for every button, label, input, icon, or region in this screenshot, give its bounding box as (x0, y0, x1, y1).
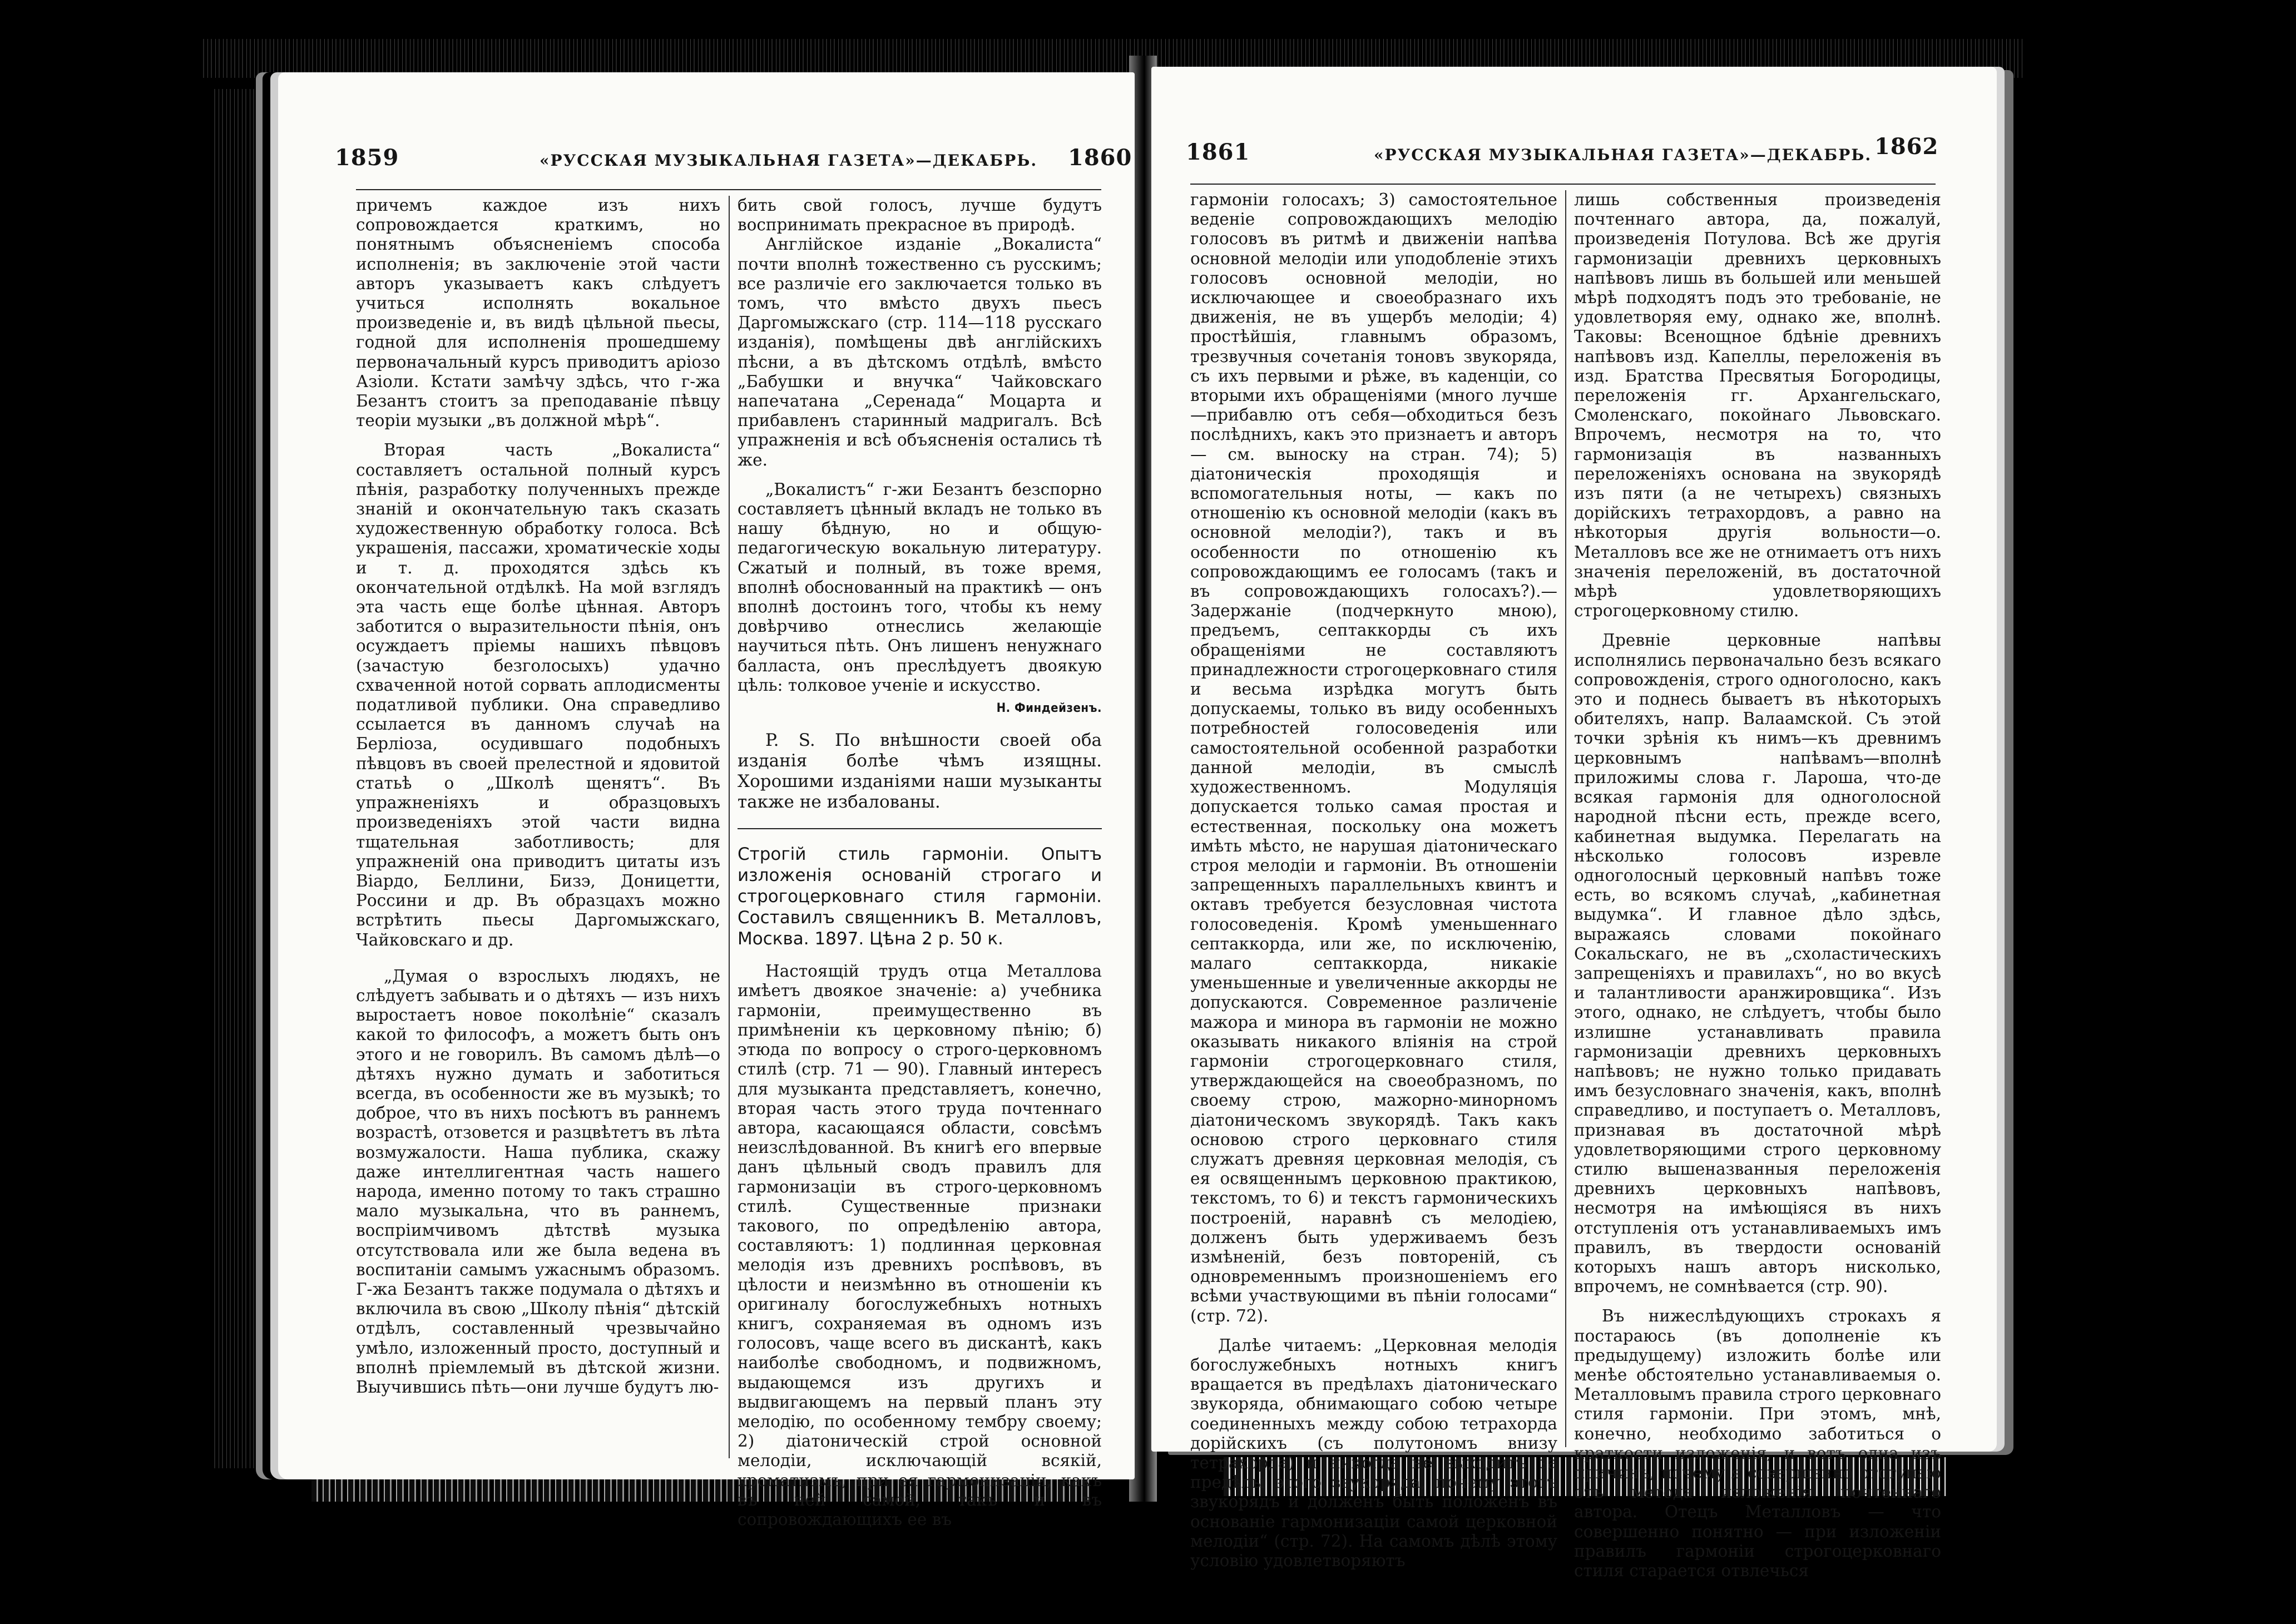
left-page (278, 72, 1135, 1529)
author-signature: Н. Финдейзенъ. (996, 701, 1102, 716)
left-head-rule (356, 189, 1101, 190)
paragraph: Англійское изданіе „Вокалиста“ почти вполнѣ тожественно съ русскимъ; все различіе его заключается только въ томъ, что вмѣсто двухъ пьесъ Даргомыжскаго (стр. 114—118 русскаго изданія), помѣщены двѣ англійскихъ пѣсни, а въ дѣтскомъ отдѣлѣ, вмѣсто „Бабушки и внучка“ Чайковскаго напечатана „Серенада“ Моцарта и прибавленъ старинный мадригалъ. Всѣ упражненія и всѣ объясненія остались тѣ же. (738, 235, 1102, 469)
paragraph: Въ нижеслѣдующихъ строкахъ я постараюсь (въ дополненіе къ предыдущему) изложить болѣе или менѣе обстоятельно устанавливаемыя о. Металловымъ правила строго церковнаго стиля гармоніи. При этомъ, мнѣ, конечно, необходимо заботиться о краткости изложенія, и вотъ одна изъ причинъ, почему я совершенно отступаю отъ метода изложенія почтеннаго автора. Отецъ Металловъ — что совершенно понятно — при изложеніи правилъ гармоніи строгоцерковнаго стиля старается отвлечься (1574, 1306, 1941, 1581)
right-col-2 (1574, 190, 1941, 1581)
paragraph: „Вокалистъ“ г-жи Безантъ безспорно составляетъ цѣнный вкладъ не только въ нашу бѣдную, но и общую-педагогическую вокальную литературу. Сжатый и полный, въ тоже время, вполнѣ обоснованный на практикѣ — онъ вполнѣ достоинъ того, чтобы къ нему довѣрчиво отнеслись желающіе научиться пѣть. Онъ лишенъ ненужнаго балласта, онъ преслѣдуетъ двоякую цѣль: толковое ученіе и искусство. (738, 479, 1102, 695)
paragraph: лишь собственныя произведенія почтеннаго автора, да, пожалуй, произведенія Потулова. Всѣ же другія гармонизаціи древнихъ церковныхъ напѣвовъ лишь въ большей или меньшей мѣрѣ подходятъ подъ это требованіе, не удовлетворяя ему, однако же, вполнѣ. Таковы: Всенощное бдѣніе древнихъ напѣвовъ изд. Капеллы, переложенія въ изд. Братства Пресвятыя Богородицы, переложенія гг. Архангельскаго, Смоленскаго, покойнаго Львовскаго. Впрочемъ, несмотря на то, что гармонизація въ названныхъ переложеніяхъ основана на звукорядѣ изъ пяти (а не четырехъ) связныхъ дорійскихъ тетрахордовъ, а равно на нѣкоторыя другія вольности—о. Металловъ все же не отнимаетъ отъ нихъ значенія переложеній, въ достаточной мѣрѣ удовлетворяющихъ строгоцерковному стилю. (1574, 190, 1941, 621)
page-number-1862: 1862 (1874, 133, 1939, 160)
paragraph: причемъ каждое изъ нихъ сопровождается краткимъ, но понятнымъ объясненіемъ способа исполненія; въ заключеніе этой части авторъ указываетъ какъ слѣдуетъ учиться исполнять вокальное произведеніе и, въ видѣ цѣльной пьесы, годной для исполненія прошедшему первоначальный курсъ приводитъ аріозо Азіоли. Кстати замѣчу здѣсь, что г-жа Безантъ стоитъ за преподаваніе пѣвцу теоріи музыки „въ должной мѣрѣ“. (356, 196, 720, 430)
right-head-rule (1190, 184, 1936, 185)
right-running-head (1151, 133, 1997, 184)
section-rule (738, 828, 1102, 829)
right-page (1151, 67, 1997, 1581)
paragraph: Древніе церковные напѣвы исполнялись первоначально безъ всякаго сопровожденія, строго одноголосно, какъ это и поднесь бываетъ въ нѣкоторыхъ обителяхъ, напр. Валаамской. Съ этой точки зрѣнія къ нимъ—къ древнимъ церковнымъ напѣвамъ—вполнѣ приложимы слова г. Лароша, что-де всякая гармонія для одноголосной народной пѣсни есть, прежде всего, кабинетная выдумка. Перелагать на нѣсколько голосовъ изревле одноголосный церковный напѣвъ тоже есть, во всякомъ случаѣ, „кабинетная выдумка“. И главное дѣло здѣсь, выражаясь словами покойнаго Сокальскаго, не въ „схоластическихъ запрещеніяхъ и правилахъ“, но во вкусѣ и талантливости аранжировщика“. Изъ этого, однако, не слѣдуетъ, чтобы было излишне устанавливать правила гармонизаціи древнихъ церковныхъ напѣвовъ; не нужно только придавать имъ безусловнаго значенія, какъ, вполнѣ справедливо, и поступаетъ о. Металловъ, признавая въ достаточной мѣрѣ удовлетворяющими строго церковному стилю вышеназванныя переложенія древнихъ церковныхъ напѣвовъ, несмотря на имѣющіяся въ нихъ отступленія отъ устанавливаемыхъ имъ правилъ, въ твердости основаній которыхъ нашъ авторъ нисколько, впрочемъ, не сомнѣвается (стр. 90). (1574, 631, 1941, 1296)
scan-noise-left (211, 89, 273, 1468)
running-title: «РУССКАЯ МУЗЫКАЛЬНАЯ ГАЗЕТА»—ДЕКАБРЬ. (540, 151, 1038, 170)
page-number-1861: 1861 (1186, 139, 1250, 165)
paragraph: Далѣе читаемъ: „Церковная мелодія богослужебныхъ нотныхъ книгъ вращается въ предѣлахъ діатоническаго звукоряда, обнимающаго собою четыре соединенныхъ между собою тетрахорда дорійскихъ (съ полутономъ внизу тетрахорда) и никогда не выходитъ за предѣлы этого звукоряда, почему этотъ звукорядъ и долженъ быть положенъ въ основаніе гармонизаціи самой церковной мелодіи“ (стр. 72). На самомъ дѣлѣ этому условію удовлетворяютъ (1190, 1335, 1557, 1571)
left-running-head (278, 145, 1135, 189)
paragraph: „Думая о взрослыхъ людяхъ, не слѣдуетъ забывать и о дѣтяхъ — изъ нихъ выростаетъ новое поколѣніе“ сказалъ какой то философъ, а можетъ быть онъ этого и не говорилъ. Въ самомъ дѣлѣ—о дѣтяхъ нужно думать и заботиться всегда, въ особенности же въ музыкѣ; то доброе, что въ нихъ посѣютъ въ раннемъ возрастѣ, отзовется и разцвѣтетъ въ лѣта возмужалости. Наша публика, скажу даже интеллигентная часть нашего народа, именно потому то такъ страшно мало музыкальна, что въ раннемъ, воспріимчивомъ дѣтствѣ музыка отсутствовала или же была ведена въ воспитаніи самымъ ужаснымъ образомъ. Г-жа Безантъ также подумала о дѣтяхъ и включила въ свою „Школу пѣнія“ дѣтскій отдѣлъ, составленный чрезвычайно умѣло, изложенный просто, доступный и вполнѣ пріемлемый въ дѣтской жизни. Выучившись пѣть—они лучше будутъ лю- (356, 966, 720, 1397)
column-divider (729, 196, 730, 1458)
postscript: P. S. По внѣшности своей оба изданія болѣе чѣмъ изящны. Хорошими изданіями наши музыканты также не избалованы. (738, 730, 1102, 813)
book-title: Строгій стиль гармоніи. Опытъ изложенія основаній строгаго и строгоцерковнаго стиля гармоніи. Составилъ священникъ В. Металловъ, Москва. 1897. Цѣна 2 р. 50 к. (738, 844, 1102, 949)
paragraph: бить свой голосъ, лучше будутъ воспринимать прекрасное въ природѣ. (738, 196, 1102, 235)
paragraph: гармоніи голосахъ; 3) самостоятельное веденіе сопровождающихъ мелодію голосовъ въ ритмѣ и движеніи напѣва основной мелодіи или уподобленіе этихъ голосовъ основной мелодіи, но исключающее и своеобразнаго ихъ движенія, не въ ущербъ мелодіи; 4) простѣйшія, главнымъ образомъ, трезвучныя сочетанія тоновъ звукоряда, съ ихъ первыми и рѣже, въ каденціи, со вторыми ихъ обращеніями (много лучше—прибавлю отъ себя—обходиться безъ послѣднихъ, какъ это признаетъ и авторъ — см. выноску на стран. 74); 5) діатоническія проходящія и вспомогательныя ноты, — какъ по отношенію къ основной мелодіи (какъ въ основной мелодіи?), такъ и въ особенности по отношенію къ сопровождающимъ ее голосамъ (такъ и въ сопровождающихъ голосахъ?).—Задержаніе (подчеркнуто мною), предъемъ, септаккорды съ ихъ обращеніями не составляютъ принадлежности строгоцерковнаго стиля и весьма изрѣдка могутъ быть допускаемы, только въ виду особенныхъ потребностей голосоведенія или самостоятельной особенной разработки данной мелодіи, въ смыслѣ художественномъ. Модуляція допускается только самая простая и естественная, поскольку она можетъ имѣть мѣсто, не нарушая діатоническаго строя мелодіи и гармоніи. Въ отношеніи запрещенныхъ параллельныхъ квинтъ и октавъ требуется безусловная чистота голосоведенія. Кромѣ уменьшеннаго септаккорда, или же, по исключенію, малаго септаккорда, никакіе уменьшенные и увеличенные аккорды не допускаются. Современное различеніе мажора и минора въ гармоніи не можно оказывать никакого вліянія на строй гармоніи строгоцерковнаго стиля, утверждающейся на своеобразномъ, по своему строю, мажорно-минорномъ діатоническомъ звукорядѣ. Такъ какъ основою строго церковнаго стиля служатъ древняя церковная мелодія, съ ея освященнымъ церковною практикою, текстомъ, то 6) и текстъ гармоническихъ построеній, наравнѣ съ мелодіею, долженъ быть удерживаемъ безъ измѣненій, безъ повтореній, съ одновременнымъ произношеніемъ его всѣми участвующими въ пѣніи голосами“ (стр. 72). (1190, 190, 1557, 1325)
page-number-1860: 1860 (1068, 145, 1132, 171)
column-divider (1565, 190, 1566, 1447)
left-col-1 (356, 196, 720, 1397)
right-col-1 (1190, 190, 1557, 1571)
running-title: «РУССКАЯ МУЗЫКАЛЬНАЯ ГАЗЕТА»—ДЕКАБРЬ. (1374, 146, 1872, 164)
left-col-2 (738, 196, 1102, 1529)
page-number-1859: 1859 (335, 145, 399, 171)
paragraph: Настоящій трудъ отца Металлова имѣетъ двоякое значеніе: а) учебника гармоніи, преимущественно въ примѣненіи къ церковному пѣнію; б) этюда по вопросу о строго-церковномъ стилѣ (стр. 71 — 90). Главный интересъ для музыканта представляетъ, конечно, вторая часть этого труда почтеннаго автора, касающаяся области, совсѣмъ неизслѣдованной. Въ книгѣ его впервые данъ цѣльный сводъ правилъ для гармонизаціи въ строго-церковномъ стилѣ. Существенные признаки такового, по опредѣленію автора, составляютъ: 1) подлинная церковная мелодія изъ древнихъ роспѣвовъ, въ цѣлости и неизмѣнно въ отношеніи къ оригиналу богослужебныхъ нотныхъ книгъ, сохраняемая въ одномъ изъ голосовъ, чаще всего въ дискантѣ, какъ наиболѣе свободномъ, и подвижномъ, выдающемся изъ другихъ и выдвигающемъ на первый планъ эту мелодію, по особенному тембру своему; 2) діатоническій строй основной мелодіи, исключающій всякій, хроматизмъ, при ея гармонизаціи, какъ въ ней самой, такъ и въ сопровождающихъ ее въ (738, 962, 1102, 1529)
paragraph: Вторая часть „Вокалиста“ составляетъ остальной полный курсъ пѣнія, разработку полученныхъ прежде знаній и окончательную такъ сказать художественную обработку голоса. Всѣ украшенія, пассажи, хроматическіе ходы и т. д. проходятся здѣсь къ окончательной отдѣлкѣ. На мой взглядъ эта часть еще болѣе цѣнная. Авторъ заботится о выразительности пѣнія, онъ осуждаетъ пріемы нашихъ пѣвцовъ (зачастую безголосыхъ) удачно схваченной нотой сорвать аплодисменты податливой публики. Она справедливо ссылается въ данномъ случаѣ на Берліоза, осудившаго подобныхъ пѣвцовъ въ своей прелестной и ядовитой статьѣ о „Школѣ щенятъ“. Въ упражненіяхъ и образцовыхъ произведеніяхъ этой части видна тщательная заботливость; для упражненій она приводитъ цитаты изъ Віардо, Беллини, Бизэ, Доницетти, Россини и др. Въ образцахъ можно встрѣтить пьесы Даргомыжскаго, Чайковскаго и др. (356, 440, 720, 949)
